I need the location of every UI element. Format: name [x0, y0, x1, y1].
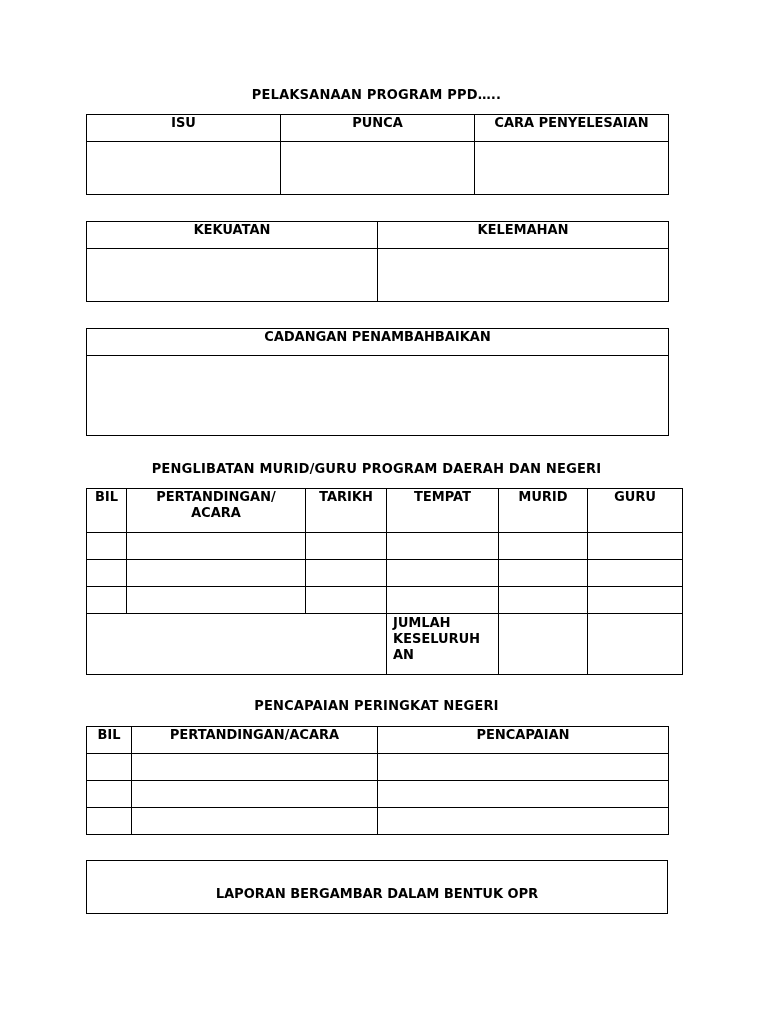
- table-cell[interactable]: [387, 587, 499, 614]
- header-murid: MURID: [499, 489, 588, 533]
- participation-title: PENGLIBATAN MURID/GURU PROGRAM DAERAH DAN NEGERI: [151, 462, 602, 477]
- photo-report-text: LAPORAN BERGAMBAR DALAM BENTUK OPR: [215, 887, 539, 902]
- improvement-table: [86, 328, 669, 436]
- header-bil: BIL: [87, 489, 127, 533]
- table-cell[interactable]: [499, 533, 588, 560]
- table-row: [87, 754, 669, 781]
- header-guru: GURU: [588, 489, 683, 533]
- total-murid-cell[interactable]: [499, 614, 588, 675]
- cell-kelemahan[interactable]: [378, 249, 669, 302]
- total-row: [87, 614, 683, 675]
- table-cell[interactable]: [387, 533, 499, 560]
- table-cell[interactable]: [132, 781, 378, 808]
- total-blank-cell: [87, 614, 387, 675]
- header-pertandingan: PERTANDINGAN/ ACARA: [127, 489, 306, 533]
- table-cell[interactable]: [306, 560, 387, 587]
- table-row: [87, 533, 683, 560]
- table-row: [87, 808, 669, 835]
- table-cell[interactable]: [127, 587, 306, 614]
- cell-isu[interactable]: [87, 142, 281, 195]
- strength-weakness-table: [86, 221, 669, 302]
- participation-table: [86, 488, 683, 675]
- table-row: [87, 560, 683, 587]
- header-tarikh: TARIKH: [306, 489, 387, 533]
- total-guru-cell[interactable]: [588, 614, 683, 675]
- program-title: PELAKSANAAN PROGRAM PPD…..: [251, 88, 502, 103]
- table-cell[interactable]: [132, 808, 378, 835]
- table-cell[interactable]: [306, 587, 387, 614]
- achievement-title: PENCAPAIAN PERINGKAT NEGERI: [254, 699, 499, 714]
- table-row: [87, 587, 683, 614]
- header-tempat: TEMPAT: [387, 489, 499, 533]
- table-cell[interactable]: [588, 533, 683, 560]
- header-kelemahan: KELEMAHAN: [378, 222, 669, 249]
- cell-kekuatan[interactable]: [87, 249, 378, 302]
- table-cell[interactable]: [87, 754, 132, 781]
- table-cell[interactable]: [387, 560, 499, 587]
- header-punca: PUNCA: [281, 115, 475, 142]
- achievement-table: [86, 726, 669, 835]
- header-kekuatan: KEKUATAN: [87, 222, 378, 249]
- table-cell[interactable]: [378, 754, 669, 781]
- photo-report-box: [86, 860, 668, 914]
- table-cell[interactable]: [588, 587, 683, 614]
- table-row: [87, 781, 669, 808]
- table-cell[interactable]: [306, 533, 387, 560]
- header-cadangan: CADANGAN PENAMBAHBAIKAN: [87, 329, 669, 356]
- table-cell[interactable]: [87, 533, 127, 560]
- cell-punca[interactable]: [281, 142, 475, 195]
- header-pencapaian: PENCAPAIAN: [378, 727, 669, 754]
- table-cell[interactable]: [378, 808, 669, 835]
- issue-table: [86, 114, 669, 195]
- cell-cara-penyelesaian[interactable]: [475, 142, 669, 195]
- table-cell[interactable]: [132, 754, 378, 781]
- header-bil: BIL: [87, 727, 132, 754]
- table-cell[interactable]: [87, 781, 132, 808]
- cell-cadangan[interactable]: [87, 356, 669, 436]
- table-cell[interactable]: [87, 587, 127, 614]
- header-isu: ISU: [87, 115, 281, 142]
- table-cell[interactable]: [499, 587, 588, 614]
- table-cell[interactable]: [588, 560, 683, 587]
- header-cara-penyelesaian: CARA PENYELESAIAN: [475, 115, 669, 142]
- table-cell[interactable]: [127, 560, 306, 587]
- table-cell[interactable]: [87, 808, 132, 835]
- header-pertandingan-acara: PERTANDINGAN/ACARA: [132, 727, 378, 754]
- total-label: JUMLAH KESELURUH AN: [387, 614, 499, 675]
- table-cell[interactable]: [87, 560, 127, 587]
- table-cell[interactable]: [378, 781, 669, 808]
- table-cell[interactable]: [127, 533, 306, 560]
- table-cell[interactable]: [499, 560, 588, 587]
